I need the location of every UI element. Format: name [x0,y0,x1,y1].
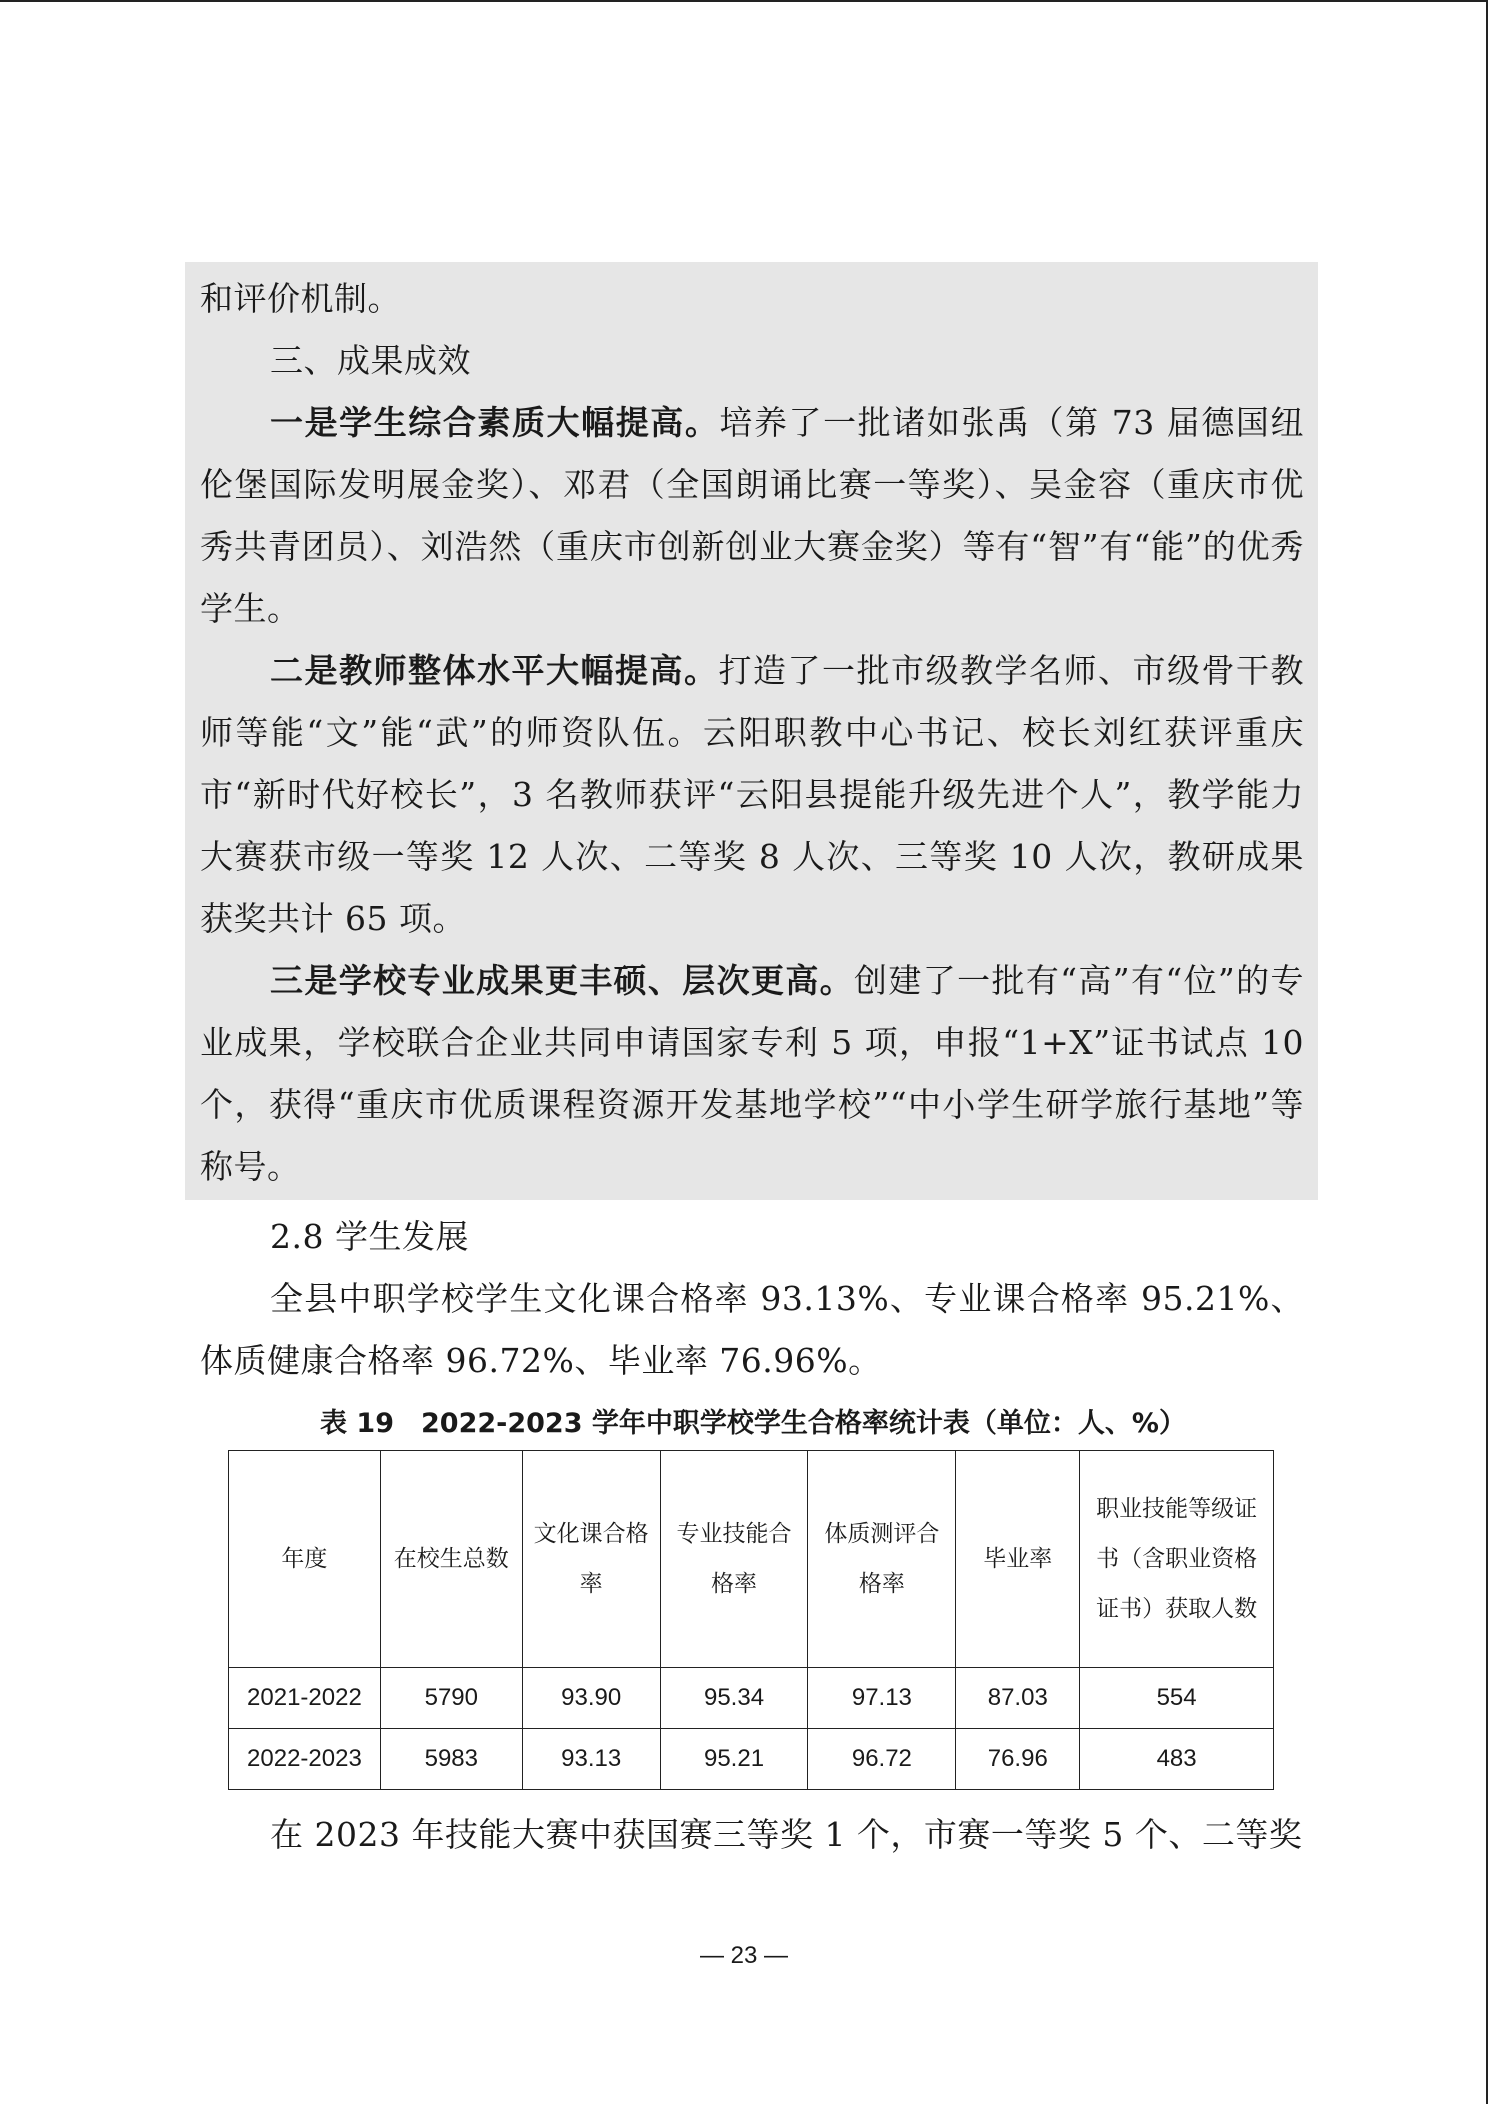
result-text: 创建了一批有“高”有“位”的专业成果，学校联合企业共同申请国家专利 5 项，申报“1+X”证书试点 10 个，获得“重庆市优质课程资源开发基地学校”“中小学生研学旅行基地”等称号。 [200,961,1305,1186]
cell-graduation-rate: 76.96 [956,1729,1080,1790]
section-heading-results: 三、成果成效 [270,341,471,380]
cell-physical-pass-rate: 96.72 [808,1729,956,1790]
cell-certificate-count: 483 [1080,1729,1274,1790]
header-skill-pass-rate: 专业技能合格率 [660,1451,808,1668]
result-lead: 二是教师整体水平大幅提高。 [270,651,719,690]
result-item-teachers [200,640,1304,950]
table-caption: 表 19 2022-2023 学年中职学校学生合格率统计表（单位：人、%） [320,1408,1186,1439]
competition-block [200,1804,1304,1866]
result-lead: 三是学校专业成果更丰硕、层次更高。 [270,961,855,1000]
pass-rate-table [228,1450,1274,1790]
cell-culture-pass-rate: 93.13 [522,1729,660,1790]
table-row [229,1729,1274,1790]
cell-physical-pass-rate: 97.13 [808,1668,956,1729]
header-enrollment: 在校生总数 [380,1451,522,1668]
result-item-students [200,392,1304,640]
header-graduation-rate: 毕业率 [956,1451,1080,1668]
table-row [229,1668,1274,1729]
header-physical-pass-rate: 体质测评合格率 [808,1451,956,1668]
continuation-text: 和评价机制。 [200,279,401,318]
result-item-school [200,950,1304,1198]
table-header-row [229,1451,1274,1668]
case-text-block [200,268,1304,1198]
section-heading-student-development: 2.8 学生发展 [270,1217,469,1256]
result-lead: 一是学生综合素质大幅提高。 [270,403,720,442]
student-development-block [200,1206,1304,1392]
result-text: 培养了一批诸如张禹（第 73 届德国纽伦堡国际发明展金奖）、邓君（全国朗诵比赛一等奖）、吴金容（重庆市优秀共青团员）、刘浩然（重庆市创新创业大赛金奖）等有“智”有“能”的优秀学生。 [200,403,1304,628]
cell-skill-pass-rate: 95.34 [660,1668,808,1729]
cell-enrollment: 5790 [380,1668,522,1729]
cell-year: 2022-2023 [229,1729,381,1790]
header-certificate-count: 职业技能等级证书（含职业资格证书）获取人数 [1080,1451,1274,1668]
competition-text: 在 2023 年技能大赛中获国赛三等奖 1 个，市赛一等奖 5 个、二等奖 [270,1815,1303,1854]
header-culture-pass-rate: 文化课合格率 [522,1451,660,1668]
cell-certificate-count: 554 [1080,1668,1274,1729]
page-frame-top [0,0,1488,2]
page-number: — 23 — [699,1942,789,1969]
header-year: 年度 [229,1451,381,1668]
cell-graduation-rate: 87.03 [956,1668,1080,1729]
cell-skill-pass-rate: 95.21 [660,1729,808,1790]
cell-enrollment: 5983 [380,1729,522,1790]
result-text: 打造了一批市级教学名师、市级骨干教师等能“文”能“武”的师资队伍。云阳职教中心书记、校长刘红获评重庆市“新时代好校长”，3 名教师获评“云阳县提能升级先进个人”，教学能力大赛获市级一等奖 12 人次、二等奖 8 人次、三等奖 10 人次，教研成果获奖共计 65 项。 [200,651,1304,938]
cell-year: 2021-2022 [229,1668,381,1729]
cell-culture-pass-rate: 93.90 [522,1668,660,1729]
student-development-text: 全县中职学校学生文化课合格率 93.13%、专业课合格率 95.21%、体质健康合格率 96.72%、毕业率 76.96%。 [200,1279,1304,1380]
